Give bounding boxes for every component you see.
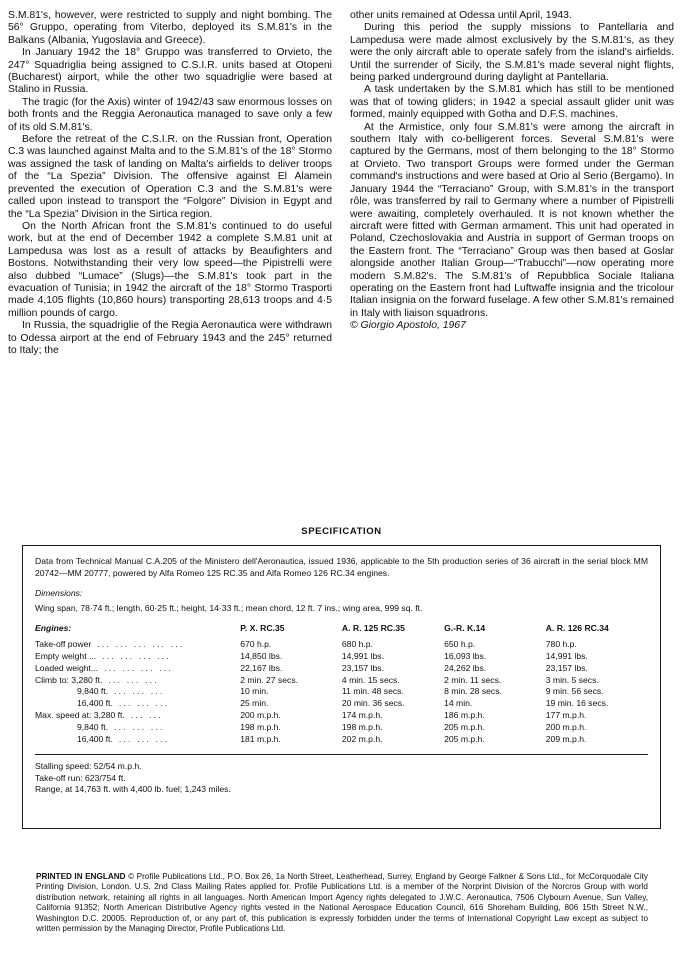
cell-value: 10 min. [240,686,269,697]
paragraph: During this period the supply missions to Pantellaria and Lampedusa were made almost exclusively by the S.M.81's, as they were the only aircraft able to operate safely from the island's airfields. Until the surrender of Sicily, the S.M.81's made several night flights, being parked underground during daylight at Pantellaria. [350,22,674,84]
column-header-3: A. R. 126 RC.34 [545,623,609,634]
cell-value: 174 m.p.h. [341,710,383,721]
table-row [35,651,648,663]
row-dots: ... ... ... ... ... [97,638,185,649]
paragraph: In January 1942 the 18° Gruppo was transferred to Orvieto, the 247° Squadriglia being assigned to C.S.I.R. units based at Otopeni (Bucharest) airport, while the other two squadriglie were based at Stalino in Russia. [8,47,332,96]
row-label: 16,400 ft. [77,734,113,745]
row-dots: ... ... ... [108,674,159,685]
stalling-speed: Stalling speed: 52/54 m.p.h. [35,760,142,771]
paragraph: Before the retreat of the C.S.I.R. on the Russian front, Operation C.3 was launched against Malta and to the S.M.81's of the 18° Stormo was assigned the task of landing on Malta's airfields to deliver troops of the “La Spezia” Division. The offensive against El Alamein prevented the execution of Operation C.3 and the S.M.81's were called upon instead to transport the “Folgore” Division in Egypt and the “La Spezia” Division in the Sirtica region. [8,134,332,220]
column-header-0: P. X. RC.35 [240,623,285,634]
cell-value: 23,157 lbs. [341,662,384,673]
cell-value: 14 min. [444,698,473,709]
cell-value: 20 min. 36 secs. [341,698,405,709]
table-header-row [35,623,648,638]
cell-value: 8 min. 28 secs. [444,686,502,697]
table-row [35,675,648,687]
cell-value: 205 m.p.h. [444,734,485,745]
paragraph: other units remained at Odessa until April, 1943. [350,10,572,21]
cell-value: 177 m.p.h. [545,710,587,721]
row-dots: ... ... ... ... [104,662,173,673]
cell-value: 19 min. 16 secs. [545,698,609,709]
article-left-column [8,10,332,357]
cell-value: 186 m.p.h. [444,710,485,721]
column-header-engines: Engines: [35,623,72,634]
imprint-block [36,872,648,934]
cell-value: 14,991 lbs. [545,650,588,661]
cell-value: 3 min. 5 secs. [545,674,599,685]
cell-value: 16,093 lbs. [444,650,487,661]
row-dots: ... ... ... [114,686,165,697]
row-dots: ... ... ... ... [102,650,171,661]
paragraph: The tragic (for the Axis) winter of 1942/43 saw enormous losses on both fronts and the Reggia Aeronautica managed to save only a few of its old S.M.81's. [8,96,332,133]
table-row [35,710,648,722]
column-header-2: G.-R. K.14 [444,623,486,634]
specification-heading: SPECIFICATION [301,526,382,537]
article-right-column [350,10,674,357]
dimensions-text: Wing span, 78·74 ft.; length, 60·25 ft.; height, 14·33 ft.; mean chord, 12 ft. 7 ins.; wing area, 999 sq. ft. [35,602,423,613]
cell-value: 780 h.p. [545,638,577,649]
column-header-1: A. R. 125 RC.35 [341,623,405,634]
cell-value: 650 h.p. [444,638,476,649]
row-label: Max. speed at: 3,280 ft. [35,710,125,721]
cell-value: 202 m.p.h. [341,734,383,745]
cell-value: 22,167 lbs. [240,662,283,673]
article-body [8,10,675,357]
paragraph: On the North African front the S.M.81's continued to do useful work, but at the end of December 1942 a complete S.M.81 unit at Lampedusa was lost as a result of attacks by Beaufighters and Bostons. Notwithstanding their very low speed—the Pipistrelli were also dubbed “Lumace” (Slugs)—the S.M.81's took part in the evacuation of Tunisia; in 1942 the aircraft of the 18° Stormo Trasporti made 4,105 flights (10,860 hours) transporting 28,613 troops and 4·5 million pounds of cargo. [8,220,332,319]
cell-value: 11 min. 48 secs. [341,686,404,697]
row-label: Take-off power [35,638,92,649]
engine-specification-table [35,623,648,746]
row-label: Climb to: 3,280 ft. [35,674,103,685]
specification-footer [35,761,648,796]
divider [35,754,648,755]
row-dots: ... ... ... [118,734,170,745]
cell-value: 198 m.p.h. [240,722,281,733]
take-off-run: Take-off run: 623/754 ft. [35,772,126,783]
specification-source-note: Data from Technical Manual C.A.205 of the Ministero dell'Aeronautica, issued 1936, applicable to the 5th production series of 36 aircraft in the serial block MM 20742—MM 20777, powered by Alfa Romeo 125 RC.35 and Alfa Romeo 126 RC.34 engines. [35,556,648,578]
range: Range, at 14,763 ft. with 4,400 lb. fuel; 1,243 miles. [35,784,231,795]
cell-value: 200 m.p.h. [240,710,281,721]
cell-value: 198 m.p.h. [341,722,383,733]
cell-value: 205 m.p.h. [444,722,485,733]
cell-value: 200 m.p.h. [545,722,587,733]
cell-value: 181 m.p.h. [240,734,281,745]
table-row [35,663,648,675]
row-label: 9,840 ft. [77,722,109,733]
cell-value: 14,850 lbs. [240,650,283,661]
dimensions-heading: Dimensions: [35,588,83,599]
row-dots: ... ... ... [114,722,165,733]
cell-value: 9 min. 56 secs. [545,686,604,697]
paragraph: S.M.81's, however, were restricted to supply and night bombing. The 56° Gruppo, operating from Viterbo, deployed its S.M.81's in the Balkans (Albania, Yugoslavia and Greece). [8,10,332,46]
row-dots: ... ... ... [118,698,170,709]
cell-value: 670 h.p. [240,638,272,649]
row-dots: ... ... [130,710,163,721]
row-label: Empty weight ... [35,650,97,661]
cell-value: 209 m.p.h. [545,734,587,745]
cell-value: 4 min. 15 secs. [341,674,400,685]
paragraph: At the Armistice, only four S.M.81's were among the aircraft in southern Italy with co-belligerent forces. Several S.M.81's were captured by the Germans, most of them belonging to the 18° Stormo at Orvieto. Two transport Groups were formed under the German command's instructions and were based at Orio al Serio (Bergamo). In January 1944 the “Terraciano” Group, with S.M.81's in the transport rôle, was transferred by rail to Germany where a number of Pipistrelli were awaiting, completely overhauled. It is not known whether the aircraft were fitted with German armament. This unit had operated in Poland, Czechoslovakia and Austria in support of German troops on the Eastern front. The “Terraciano” Group was then based at Goslar alongside another Italian Group—“Trabucchi”—now operating more modern S.M.82's. The S.M.81's of Repubblica Sociale Italiana operating on the Eastern front had Luftwaffe insignia and the tricolour Italian insignia on the forward fuselage. A few other S.M.81's remained in Italy with liaison squadrons. [350,121,674,319]
table-row [35,698,648,710]
cell-value: 23,157 lbs. [545,662,588,673]
article-credit: © Giorgio Apostolo, 1967 [350,320,466,332]
table-row [35,639,648,651]
row-label: Loaded weight... [35,662,99,673]
imprint-lead: PRINTED IN ENGLAND [36,872,126,881]
cell-value: 24,262 lbs. [444,662,487,673]
table-row [35,722,648,734]
cell-value: 25 min. [240,698,269,709]
table-row [35,686,648,698]
table-row [35,734,648,746]
cell-value: 680 h.p. [341,638,373,649]
paragraph: In Russia, the squadriglie of the Regia Aeronautica were withdrawn to Odessa airport at the end of February 1943 and the 245° returned to Italy; the [8,320,332,356]
row-label: 9,840 ft. [77,686,109,697]
cell-value: 2 min. 11 secs. [444,674,502,685]
cell-value: 14,991 lbs. [341,650,384,661]
cell-value: 2 min. 27 secs. [240,674,299,685]
paragraph: A task undertaken by the S.M.81 which has still to be mentioned was that of towing gliders; in 1942 a special assault glider unit was formed, mainly equipped with Gotha and D.F.S. machines. [350,84,674,121]
specification-box [22,545,661,829]
row-label: 16,400 ft. [77,698,113,709]
imprint-body: © Profile Publications Ltd., P.O. Box 26, 1a North Street, Leatherhead, Surrey, England by George Falkner & Sons Ltd., for McCorquodale City Printing Division, London. U.S. 2nd Class Mailing Rates applied for. Profile Publications Ltd. is a member of the Norprint Division of the Norcros Group with world distribution network, retaining all rights in all languages. North American Import Agency rights delegated to J.W.C. Aeronautica, 7506 Clybourn Avenue, Sun Valley, California 91352; North American Distributive Agency rights vested in the National Aerospace Education Council, 616 Shoreham Building, 806 15th Street N.W., Washington D.C. 20005. Reproduction of, or any part of, this publication is expressly forbidden under the terms of International Copyright Law except as subject to written permission by the Managing Director, Profile Publications Ltd. [36,872,649,934]
